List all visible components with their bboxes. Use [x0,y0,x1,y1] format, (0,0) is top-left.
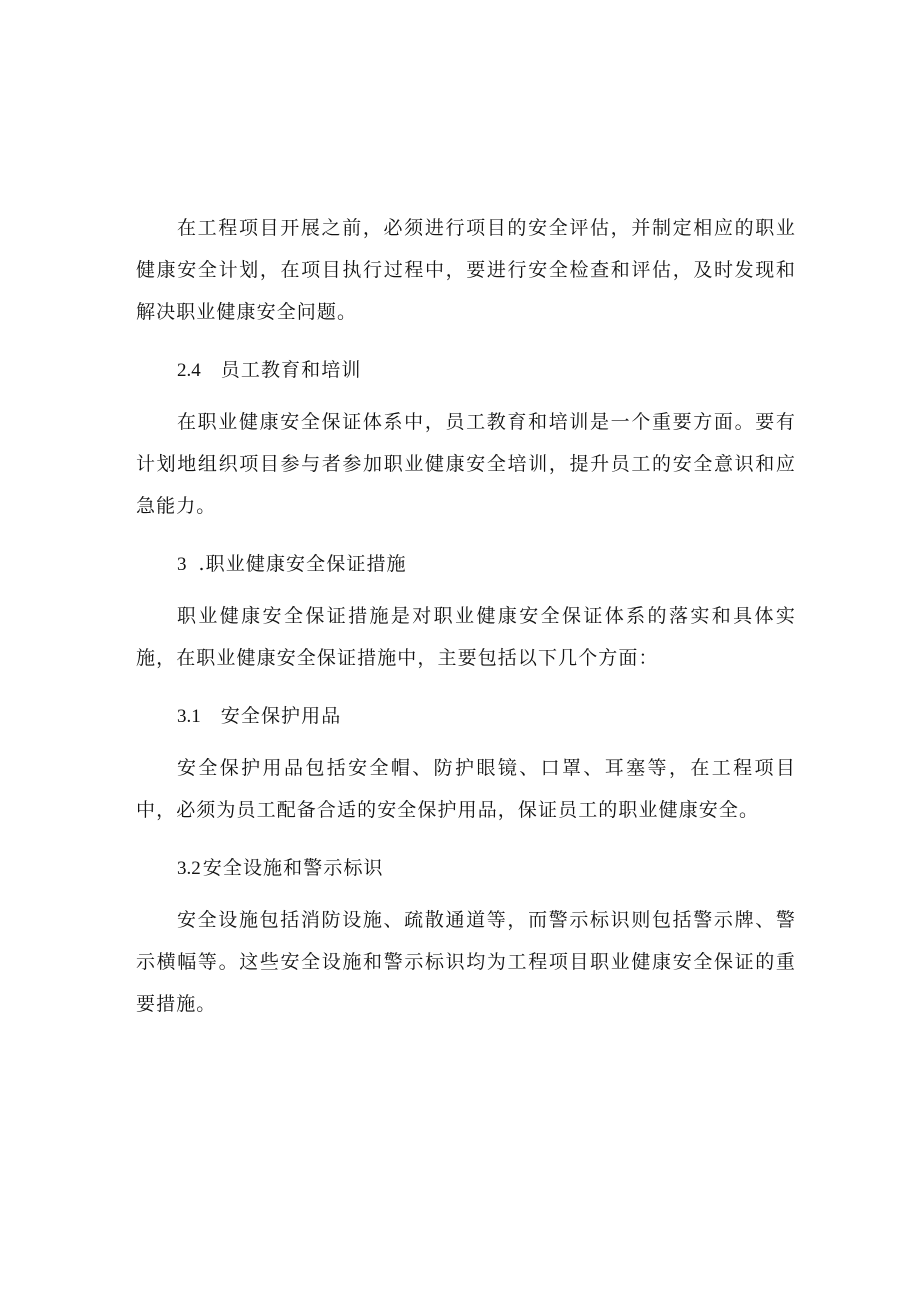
section-title: .职业健康安全保证措施 [198,553,407,575]
paragraph-safety-measures: 职业健康安全保证措施是对职业健康安全保证体系的落实和具体实施，在职业健康安全保证措施中，主要包括以下几个方面： [136,605,796,669]
section-number: 3 [177,554,187,575]
paragraph-safety-assessment: 在工程项目开展之前，必须进行项目的安全评估，并制定相应的职业健康安全计划，在项目执行过程中，要进行安全检查和评估，及时发现和解决职业健康安全问题。 [136,217,796,323]
section-title: 员工教育和培训 [220,359,362,381]
section-title: 安全设施和警示标识 [202,857,384,879]
section-heading-3 [177,543,777,586]
section-heading-3-2 [177,847,777,890]
section-title: 安全保护用品 [220,705,342,727]
section-number: 3.2 [177,858,201,879]
paragraph-protective-equipment: 安全保护用品包括安全帽、防护眼镜、口罩、耳塞等，在工程项目中，必须为员工配备合适的安全保护用品，保证员工的职业健康安全。 [136,757,796,821]
section-heading-3-1 [177,695,777,738]
paragraph-employee-training: 在职业健康安全保证体系中，员工教育和培训是一个重要方面。要有计划地组织项目参与者参加职业健康安全培训，提升员工的安全意识和应急能力。 [136,411,796,517]
section-number: 3.1 [177,706,201,727]
paragraph-safety-facilities: 安全设施包括消防设施、疏散通道等，而警示标识则包括警示牌、警示横幅等。这些安全设施和警示标识均为工程项目职业健康安全保证的重要措施。 [136,909,796,1015]
section-number: 2.4 [177,360,201,381]
section-heading-2-4 [177,349,777,392]
